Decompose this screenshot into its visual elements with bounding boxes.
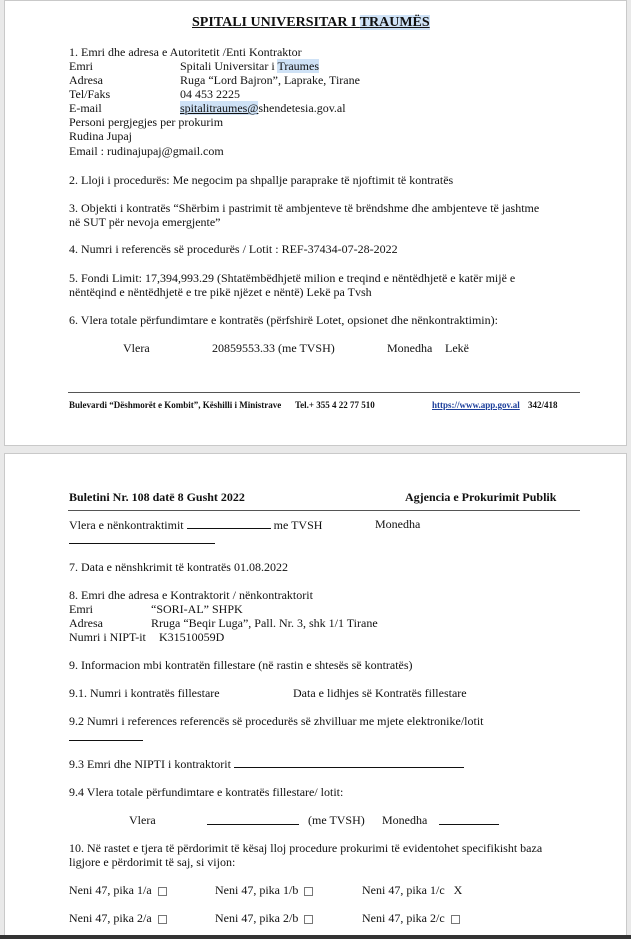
neni-2a: Neni 47, pika 2/a bbox=[69, 911, 167, 925]
section-5-line-1: 5. Fondi Limit: 17,394,993.29 (Shtatëmbëdhjetë milion e treqind e nëntëdhjetë e katër mijë e bbox=[69, 271, 516, 285]
footer-page-number: 342/418 bbox=[528, 400, 558, 410]
section-10-line-2: ligjore e përdorimit të saj, si vijon: bbox=[69, 855, 236, 869]
section-6: 6. Vlera totale përfundimtare e kontratës (përfshirë Lotet, opsionet dhe nënkontraktimin): bbox=[69, 313, 498, 327]
section-9: 9. Informacion mbi kontratën fillestare (në rastin e shtesës së kontratës) bbox=[69, 658, 413, 672]
section-9-3: 9.3 Emri dhe NIPTI i kontraktorit bbox=[69, 756, 464, 771]
footer-rule bbox=[68, 392, 580, 393]
checkbox-1a[interactable] bbox=[158, 887, 167, 896]
adresa-label: Adresa bbox=[69, 73, 103, 87]
section-9-4-vlera-blank bbox=[207, 813, 299, 828]
section-1-heading: 1. Emri dhe adresa e Autoritetit /Enti Kontraktor bbox=[69, 45, 302, 59]
checkbox-2a[interactable] bbox=[158, 915, 167, 924]
emri-value: Spitali Universitar i Traumes bbox=[180, 59, 319, 73]
agency-header: Agjencia e Prokurimit Publik bbox=[405, 490, 557, 504]
vlera-value: 20859553.33 (me TVSH) bbox=[212, 341, 335, 355]
section-2: 2. Lloji i procedurës: Me negocim pa shpallje paraprake të njoftimit të kontratës bbox=[69, 173, 454, 187]
neni-1c: Neni 47, pika 1/c X bbox=[362, 883, 463, 897]
footer-tel: Tel.+ 355 4 22 77 510 bbox=[295, 400, 375, 410]
section-3-line-2: në SUT për nevoja emergjente” bbox=[69, 215, 221, 229]
section-8-heading: 8. Emri dhe adresa e Kontraktorit / nënkontraktorit bbox=[69, 588, 313, 602]
subcontract-row: Vlera e nënkontraktimit me TVSH bbox=[69, 518, 323, 532]
section-9-1-number: 9.1. Numri i kontratës fillestare bbox=[69, 686, 220, 700]
section-9-4: 9.4 Vlera totale përfundimtare e kontratës fillestare/ lotit: bbox=[69, 785, 344, 799]
neni-2b: Neni 47, pika 2/b bbox=[215, 911, 313, 925]
section-9-3-blank bbox=[234, 756, 464, 768]
person-name: Rudina Jupaj bbox=[69, 129, 132, 143]
section-9-4-monedha: Monedha bbox=[382, 813, 428, 827]
checkbox-1b[interactable] bbox=[304, 887, 313, 896]
footer-url-link[interactable]: https://www.app.gov.al bbox=[432, 400, 520, 410]
subcontract-monedha: Monedha bbox=[375, 517, 421, 531]
subcontract-monedha-blank bbox=[69, 532, 215, 547]
viewer-bottom-bar bbox=[0, 935, 631, 939]
header-rule bbox=[68, 510, 580, 511]
contractor-nipt-label: Numri i NIPT-it bbox=[69, 630, 146, 644]
tel-value: 04 453 2225 bbox=[180, 87, 240, 101]
contractor-emri-value: “SORI-AL” SHPK bbox=[151, 602, 243, 616]
section-9-4-tvsh: (me TVSH) bbox=[308, 813, 365, 827]
neni-1b: Neni 47, pika 1/b bbox=[215, 883, 313, 897]
section-9-4-monedha-blank bbox=[439, 813, 499, 828]
mark-1c[interactable]: X bbox=[453, 883, 463, 897]
section-10-line-1: 10. Në rastet e tjera të përdorimit të kësaj lloj procedure prokurimi të evidentohet specifikisht baza bbox=[69, 841, 543, 855]
document-page-2 bbox=[4, 453, 627, 939]
section-9-2-blank bbox=[69, 729, 143, 744]
contractor-adresa-value: Rruga “Beqir Luga”, Pall. Nr. 3, shk 1/1 Tirane bbox=[151, 616, 378, 630]
document-page-1 bbox=[4, 0, 627, 446]
tel-label: Tel/Faks bbox=[69, 87, 111, 101]
section-4: 4. Numri i referencës së procedurës / Lotit : REF-37434-07-28-2022 bbox=[69, 242, 398, 256]
vlera-label: Vlera bbox=[123, 341, 150, 355]
contractor-nipt-value: K31510059D bbox=[159, 630, 225, 644]
adresa-value: Ruga “Lord Bajron”, Laprake, Tirane bbox=[180, 73, 360, 87]
section-9-4-vlera-label: Vlera bbox=[129, 813, 156, 827]
person-email: Email : rudinajupaj@gmail.com bbox=[69, 144, 224, 158]
footer-address: Bulevardi “Dëshmorët e Kombit”, Këshilli i Ministrave bbox=[69, 400, 282, 410]
monedha-value: Lekë bbox=[445, 341, 469, 355]
contractor-emri-label: Emri bbox=[69, 602, 93, 616]
bulletin-header: Buletini Nr. 108 datë 8 Gusht 2022 bbox=[69, 490, 245, 504]
section-3-line-1: 3. Objekti i kontratës “Shërbim i pastrimit të ambjenteve të brëndshme dhe ambjenteve të jashtme bbox=[69, 201, 540, 215]
section-9-2: 9.2 Numri i references referencës së procedurës së zhvilluar me mjete elektronike/lotit bbox=[69, 714, 484, 728]
section-5-line-2: nëntëqind e nëntëdhjetë e tre pikë njëzet e nëntë) Lekë pa Tvsh bbox=[69, 285, 372, 299]
section-9-1-date: Data e lidhjes së Kontratës fillestare bbox=[293, 686, 467, 700]
subcontract-value-blank bbox=[187, 517, 271, 529]
section-7: 7. Data e nënshkrimit të kontratës 01.08.2022 bbox=[69, 560, 288, 574]
contractor-adresa-label: Adresa bbox=[69, 616, 103, 630]
checkbox-2b[interactable] bbox=[304, 915, 313, 924]
email-label: E-mail bbox=[69, 101, 102, 115]
checkbox-2c[interactable] bbox=[451, 915, 460, 924]
monedha-label: Monedha bbox=[387, 341, 433, 355]
email-value[interactable]: spitalitraumes@shendetesia.gov.al bbox=[180, 101, 346, 115]
person-label: Personi pergjegjes per prokurim bbox=[69, 115, 224, 129]
neni-2c: Neni 47, pika 2/c bbox=[362, 911, 460, 925]
hospital-title: SPITALI UNIVERSITAR I TRAUMËS bbox=[192, 15, 430, 30]
neni-1a: Neni 47, pika 1/a bbox=[69, 883, 167, 897]
emri-label: Emri bbox=[69, 59, 93, 73]
